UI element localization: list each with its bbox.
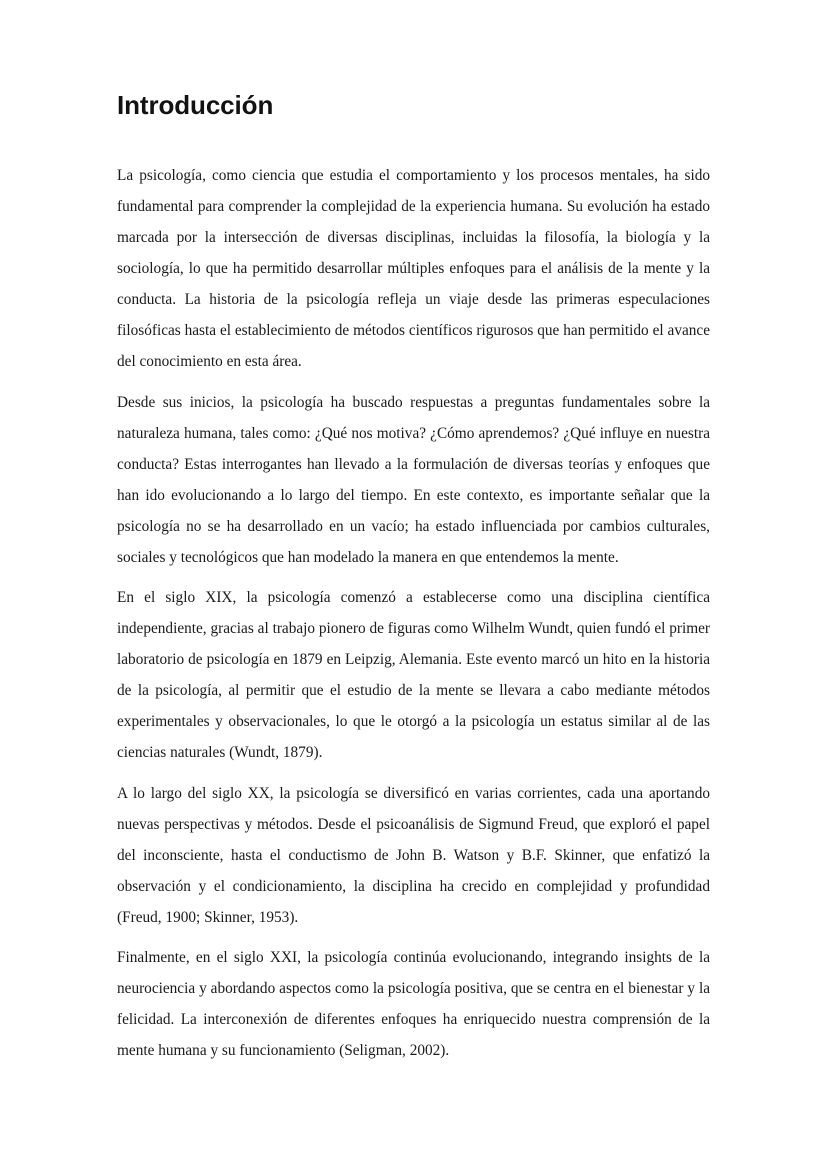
paragraph-2: Desde sus inicios, la psicología ha buscado respuestas a preguntas fundamentales sobre la naturaleza humana, tales como: ¿Qué nos motiva? ¿Cómo aprendemos? ¿Qué influye en nuestra conducta? Estas interrogantes han llevado a la formulación de diversas teorías y enfoques que han ido evolucionando a lo largo del tiempo. En este contexto, es importante señalar que la psicología no se ha desarrollado en un vacío; ha estado influenciada por cambios culturales, sociales y tecnológicos que han modelado la manera en que entendemos la mente. — [117, 393, 710, 566]
paragraph-4: A lo largo del siglo XX, la psicología se diversificó en varias corrientes, cada una aportando nuevas perspectivas y métodos. Desde el psicoanálisis de Sigmund Freud, que exploró el papel del inconsciente, hasta el conductismo de John B. Watson y B.F. Skinner, que enfatizó la observación y el condicionamiento, la disciplina ha crecido en complejidad y profundidad (Freud, 1900; Skinner, 1953). — [117, 784, 710, 926]
paragraph-1: La psicología, como ciencia que estudia el comportamiento y los procesos mentales, ha sido fundamental para comprender la complejidad de la experiencia humana. Su evolución ha estado marcada por la intersección de diversas disciplinas, incluidas la filosofía, la biología y la sociología, lo que ha permitido desarrollar múltiples enfoques para el análisis de la mente y la conducta. La historia de la psicología refleja un viaje desde las primeras especulaciones filosóficas hasta el establecimiento de métodos científicos rigurosos que han permitido el avance del conocimiento en esta área. — [117, 167, 710, 370]
document-content — [117, 88, 710, 1066]
paragraph-5: Finalmente, en el siglo XXI, la psicología continúa evolucionando, integrando insights de la neurociencia y abordando aspectos como la psicología positiva, que se centra en el bienestar y la felicidad. La interconexión de diferentes enfoques ha enriquecido nuestra comprensión de la mente humana y su funcionamiento (Seligman, 2002). — [117, 949, 710, 1059]
paragraph-3: En el siglo XIX, la psicología comenzó a establecerse como una disciplina científica independiente, gracias al trabajo pionero de figuras como Wilhelm Wundt, quien fundó el primer laboratorio de psicología en 1879 en Leipzig, Alemania. Este evento marcó un hito en la historia de la psicología, al permitir que el estudio de la mente se llevara a cabo mediante métodos experimentales y observacionales, lo que le otorgó a la psicología un estatus similar al de las ciencias naturales (Wundt, 1879). — [117, 589, 710, 761]
page-title: Introducción — [117, 90, 274, 120]
